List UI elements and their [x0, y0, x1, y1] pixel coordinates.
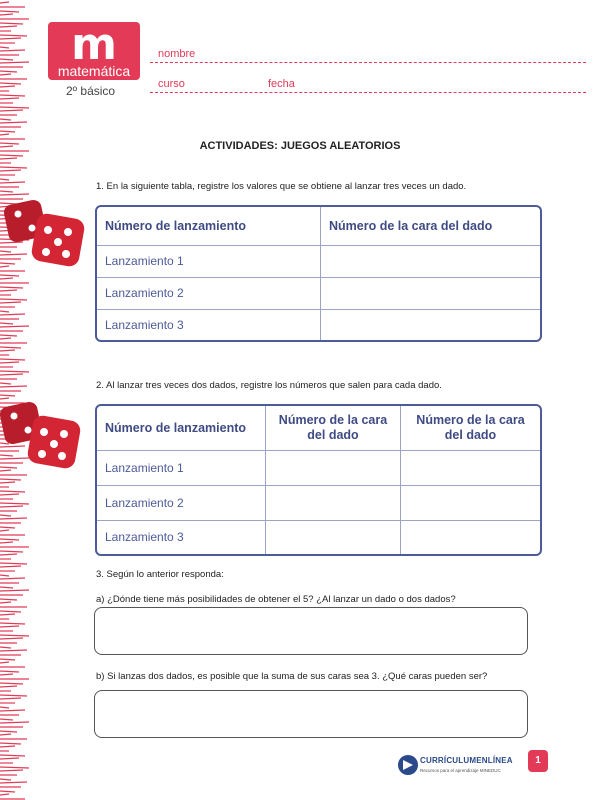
- table-2-row-label: Lanzamiento 3: [97, 520, 266, 554]
- edge-stroke: [0, 338, 11, 339]
- edge-stroke: [0, 635, 29, 636]
- edge-stroke: [0, 335, 17, 336]
- edge-stroke: [0, 614, 15, 615]
- edge-stroke: [0, 698, 21, 699]
- edge-stroke: [0, 755, 25, 756]
- edge-stroke: [0, 182, 25, 183]
- edge-stroke: [0, 2, 9, 3]
- edge-stroke: [0, 539, 19, 540]
- edge-stroke: [0, 722, 29, 723]
- page-title: ACTIVIDADES: JUEGOS ALEATORIOS: [199, 140, 401, 152]
- edge-stroke: [0, 302, 21, 303]
- edge-stroke: [0, 482, 15, 483]
- edge-stroke: [0, 170, 21, 171]
- edge-stroke: [0, 470, 11, 471]
- edge-stroke: [0, 278, 13, 279]
- edge-stroke: [0, 395, 15, 396]
- logo-letter: m: [71, 19, 117, 70]
- edge-stroke: [0, 758, 19, 759]
- edge-stroke: [0, 662, 9, 663]
- edge-stroke: [0, 479, 21, 480]
- question-3a-text: a) ¿Dónde tiene más posibilidades de obtener el 5? ¿Al lanzar un dado o dos dados?: [96, 594, 456, 605]
- table-1-answer-cell[interactable]: [321, 277, 541, 309]
- edge-stroke: [0, 683, 23, 684]
- table-1-answer-cell[interactable]: [321, 245, 541, 277]
- edge-stroke: [0, 602, 11, 603]
- name-label: nombre: [158, 48, 196, 60]
- course-label: curso: [158, 78, 185, 90]
- grade-label: 2º básico: [66, 84, 116, 98]
- edge-stroke: [0, 179, 9, 180]
- edge-stroke: [0, 650, 27, 651]
- table-2-answer-cell[interactable]: [401, 520, 541, 554]
- table-2-answer-cell[interactable]: [266, 520, 401, 554]
- edge-stroke: [0, 518, 27, 519]
- edge-stroke: [0, 782, 27, 783]
- edge-stroke: [0, 35, 27, 36]
- edge-stroke: [0, 647, 11, 648]
- edge-stroke: [0, 770, 23, 771]
- table-2-header-die-2: Número de la cara del dado: [401, 406, 541, 450]
- table-2-answer-cell[interactable]: [401, 450, 541, 485]
- edge-stroke: [0, 134, 9, 135]
- edge-stroke: [0, 62, 29, 63]
- answer-box-b[interactable]: [94, 690, 528, 738]
- edge-stroke: [0, 155, 23, 156]
- dice-icon: [0, 398, 88, 470]
- question-3-text: 3. Según lo anterior responda:: [96, 569, 224, 580]
- question-1-text: 1. En la siguiente tabla, registre los valores que se obtiene al lanzar tres veces un dado.: [96, 181, 467, 192]
- table-2-answer-cell[interactable]: [401, 485, 541, 520]
- edge-stroke: [0, 110, 23, 111]
- edge-stroke: [0, 107, 29, 108]
- dice-icon: [4, 196, 92, 268]
- edge-stroke: [0, 371, 29, 372]
- edge-stroke: [0, 503, 29, 504]
- edge-stroke: [0, 311, 9, 312]
- edge-stroke: [0, 158, 17, 159]
- edge-stroke: [0, 374, 23, 375]
- edge-stroke: [0, 566, 21, 567]
- table-1-row-label: Lanzamiento 2: [97, 277, 321, 309]
- edge-stroke: [0, 659, 15, 660]
- table-1-answer-cell[interactable]: [321, 309, 541, 340]
- edge-stroke: [0, 323, 13, 324]
- edge-stroke: [0, 86, 15, 87]
- edge-stroke: [0, 14, 13, 15]
- footer-brand: CURRÍCULUMENLÍNEA: [420, 756, 513, 765]
- table-2-header-launch: Número de lanzamiento: [97, 406, 266, 450]
- edge-stroke: [0, 674, 13, 675]
- edge-stroke: [0, 731, 17, 732]
- edge-stroke: [0, 530, 9, 531]
- page-number-badge: 1: [528, 750, 548, 772]
- edge-stroke: [0, 695, 27, 696]
- edge-stroke: [0, 359, 25, 360]
- table-1-header-face: Número de la cara del dado: [321, 207, 541, 245]
- edge-stroke: [0, 287, 23, 288]
- edge-stroke: [0, 626, 19, 627]
- logo-word: matemática: [57, 63, 131, 79]
- table-2-answer-cell[interactable]: [266, 485, 401, 520]
- edge-stroke: [0, 95, 25, 96]
- edge-stroke: [0, 326, 29, 327]
- edge-stroke: [0, 554, 17, 555]
- edge-stroke: [0, 587, 13, 588]
- table-1-row-label: Lanzamiento 3: [97, 309, 321, 340]
- edge-stroke: [0, 710, 25, 711]
- edge-stroke: [0, 386, 27, 387]
- table-2-row-label: Lanzamiento 1: [97, 450, 266, 485]
- edge-stroke: [0, 515, 11, 516]
- table-1-header-launch: Número de lanzamiento: [97, 207, 321, 245]
- edge-stroke: [0, 575, 9, 576]
- edge-stroke: [0, 578, 25, 579]
- table-1-row-label: Lanzamiento 1: [97, 245, 321, 277]
- edge-stroke: [0, 131, 15, 132]
- edge-stroke: [0, 707, 9, 708]
- edge-stroke: [0, 38, 21, 39]
- edge-stroke: [0, 611, 21, 612]
- edge-stroke: [0, 83, 21, 84]
- edge-stroke: [0, 743, 21, 744]
- edge-stroke: [0, 671, 19, 672]
- edge-stroke: [0, 59, 13, 60]
- edge-stroke: [0, 791, 15, 792]
- question-2-text: 2. Al lanzar tres veces dos dados, registre los números que salen para cada dado.: [96, 380, 442, 391]
- edge-stroke: [0, 350, 15, 351]
- question-3b-text: b) Si lanzas dos dados, es posible que la suma de sus caras sea 3. ¿Qué caras pueden ser?: [96, 671, 488, 682]
- edge-stroke: [0, 719, 13, 720]
- edge-stroke: [0, 638, 23, 639]
- table-2-answer-cell[interactable]: [266, 450, 401, 485]
- edge-stroke: [0, 119, 11, 120]
- table-2: [95, 404, 542, 556]
- footer-brand-sub: Recursos para el aprendizaje MINEDUC: [420, 768, 501, 773]
- edge-stroke: [0, 686, 17, 687]
- edge-stroke: [0, 563, 27, 564]
- edge-stroke: [0, 590, 29, 591]
- edge-stroke: [0, 383, 11, 384]
- matematica-logo: [48, 19, 140, 80]
- edge-stroke: [0, 314, 25, 315]
- edge-stroke: [0, 494, 19, 495]
- edge-stroke: [0, 734, 11, 735]
- edge-stroke: [0, 599, 17, 600]
- edge-stroke: [0, 194, 29, 195]
- edge-stroke: [0, 362, 19, 363]
- edge-stroke: [0, 191, 13, 192]
- edge-stroke: [0, 122, 27, 123]
- edge-stroke: [0, 167, 27, 168]
- edge-stroke: [0, 347, 21, 348]
- edge-stroke: [0, 551, 23, 552]
- table-2-row-label: Lanzamiento 2: [97, 485, 266, 520]
- name-line: [150, 62, 586, 63]
- edge-stroke: [0, 71, 17, 72]
- edge-stroke: [0, 542, 13, 543]
- edge-stroke: [0, 98, 19, 99]
- edge-stroke: [0, 506, 23, 507]
- edge-stroke: [0, 623, 25, 624]
- edge-stroke: [0, 26, 17, 27]
- table-1: [95, 205, 542, 342]
- edge-stroke: [0, 746, 15, 747]
- edge-stroke: [0, 299, 27, 300]
- answer-box-a[interactable]: [94, 607, 528, 655]
- edge-stroke: [0, 491, 25, 492]
- edge-stroke: [0, 50, 25, 51]
- date-label: fecha: [268, 78, 295, 90]
- edge-stroke: [0, 779, 11, 780]
- edge-stroke: [0, 290, 17, 291]
- course-date-line: [150, 92, 586, 93]
- edge-stroke: [0, 527, 15, 528]
- edge-stroke: [0, 23, 23, 24]
- edge-stroke: [0, 47, 9, 48]
- edge-stroke: [0, 11, 19, 12]
- table-2-header-die-1: Número de la cara del dado: [266, 406, 401, 450]
- edge-stroke: [0, 275, 19, 276]
- edge-stroke: [0, 74, 11, 75]
- edge-stroke: [0, 794, 9, 795]
- edge-stroke: [0, 767, 29, 768]
